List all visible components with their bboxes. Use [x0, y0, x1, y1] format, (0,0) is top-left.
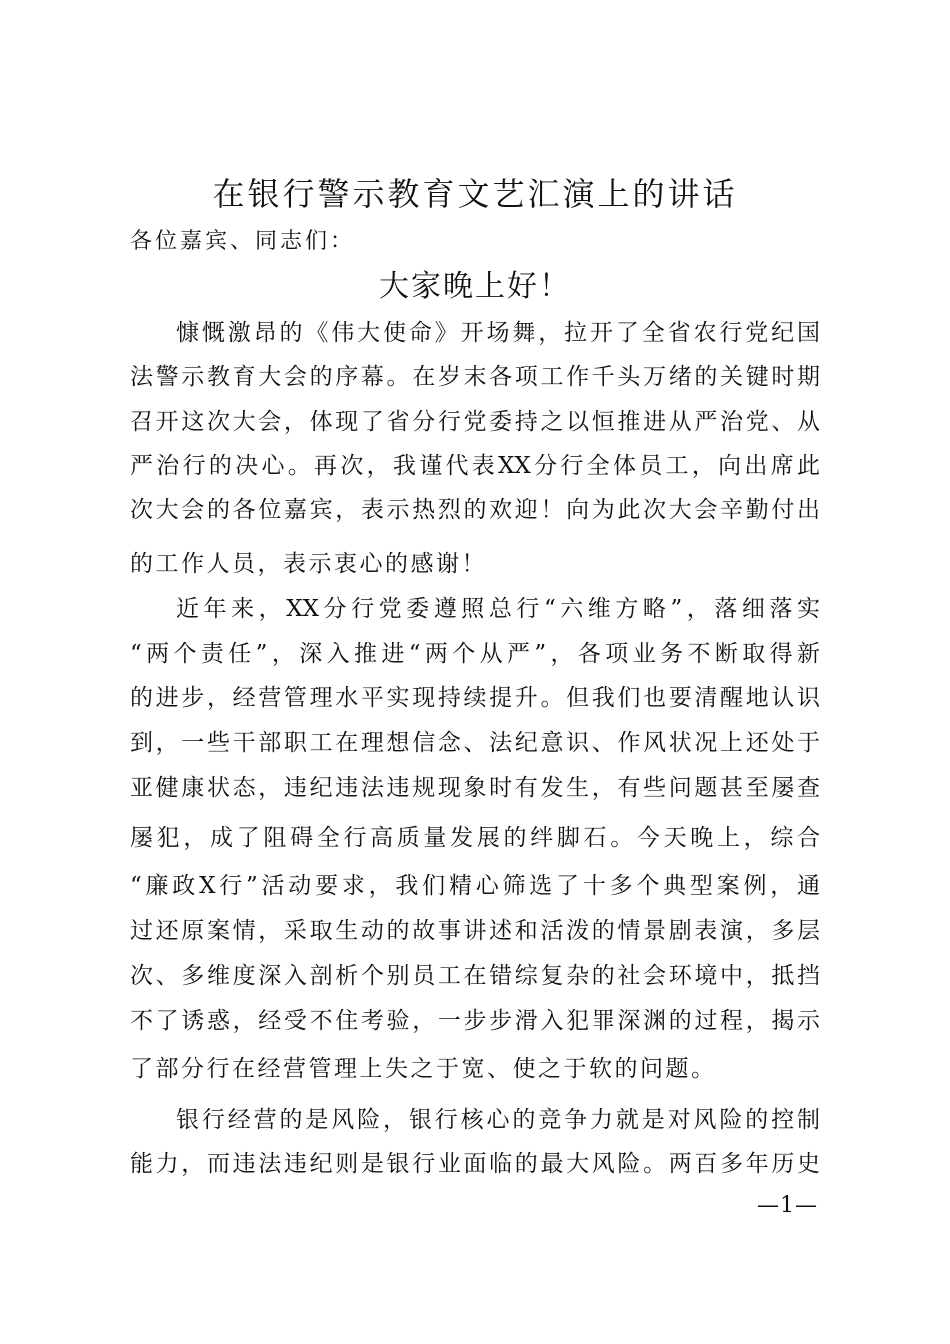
paragraph-line: 银行经营的是风险，银行核心的竞争力就是对风险的控制	[176, 1107, 820, 1133]
paragraph-line: 次大会的各位嘉宾，表示热烈的欢迎！向为此次大会辛勤付出	[130, 497, 820, 523]
paragraph-line: 了部分行在经营管理上失之于宽、使之于软的问题。	[130, 1056, 717, 1082]
paragraph-line: 次、多维度深入剖析个别员工在错综复杂的社会环境中，抵挡	[130, 963, 820, 989]
paragraph-line: 近年来，XX分行党委遵照总行“六维方略”，落细落实	[176, 596, 820, 622]
paragraph-line: “廉政X行”活动要求，我们精心筛选了十多个典型案例，通	[130, 873, 820, 899]
paragraph-line: 的进步，经营管理水平实现持续提升。但我们也要清醒地认识	[130, 685, 820, 711]
paragraph-line: 到，一些干部职工在理想信念、法纪意识、作风状况上还处于	[130, 730, 820, 756]
paragraph-line: 严治行的决心。再次，我谨代表XX分行全体员工，向出席此	[130, 453, 820, 479]
paragraph-line: 亚健康状态，违纪违法违规现象时有发生，有些问题甚至屡查	[130, 775, 820, 801]
salutation: 各位嘉宾、同志们：	[130, 229, 356, 254]
paragraph-line: 不了诱惑，经受不住考验，一步步滑入犯罪深渊的过程，揭示	[130, 1008, 820, 1034]
page-number: —1—	[757, 1193, 818, 1218]
paragraph-line: 的工作人员，表示衷心的感谢！	[130, 551, 487, 577]
paragraph-line: 过还原案情，采取生动的故事讲述和活泼的情景剧表演，多层	[130, 918, 820, 944]
paragraph-line: “两个责任”，深入推进“两个从严”，各项业务不断取得新	[130, 641, 820, 667]
greeting: 大家晚上好！	[379, 269, 571, 304]
paragraph-line: 法警示教育大会的序幕。在岁末各项工作千头万绪的关键时期	[130, 364, 820, 390]
paragraph-line: 屡犯，成了阻碍全行高质量发展的绊脚石。今天晚上，综合	[130, 825, 820, 851]
paragraph-line: 能力，而违法违纪则是银行业面临的最大风险。两百多年历史	[130, 1151, 820, 1177]
document-title: 在银行警示教育文艺汇演上的讲话	[212, 175, 738, 213]
paragraph-line: 召开这次大会，体现了省分行党委持之以恒推进从严治党、从	[130, 409, 820, 435]
paragraph-line: 慷慨激昂的《伟大使命》开场舞，拉开了全省农行党纪国	[176, 320, 820, 346]
